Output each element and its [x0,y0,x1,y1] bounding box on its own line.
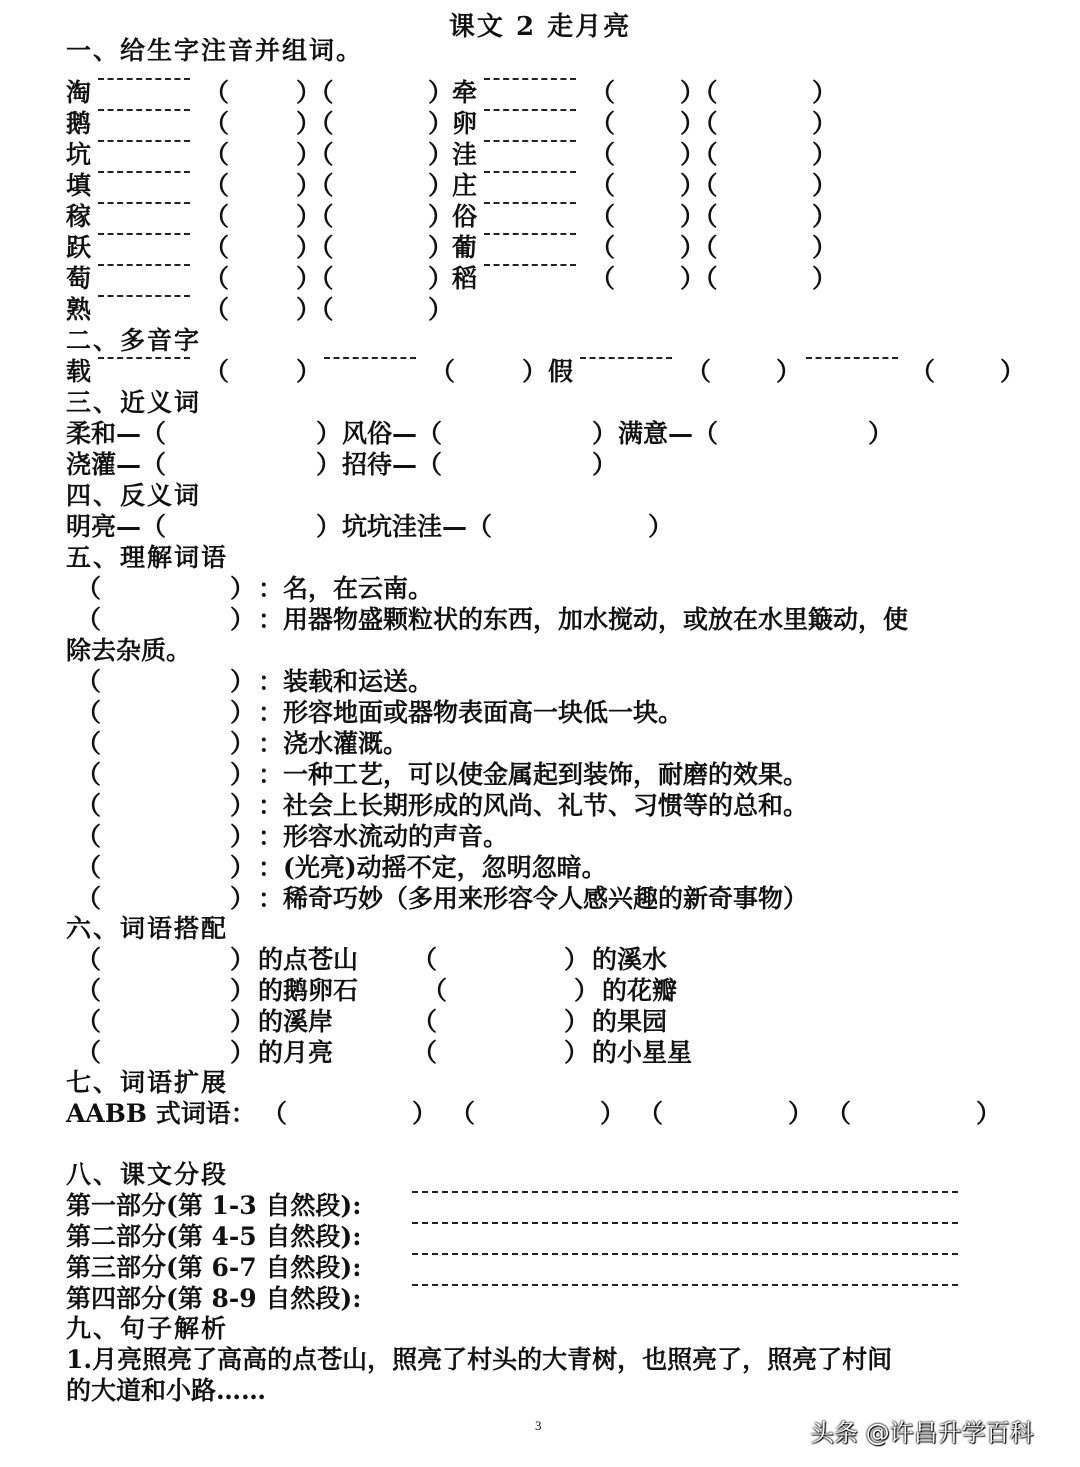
answer-blank [98,171,190,173]
sentence-line: 的大道和小路…… [66,1376,267,1405]
open-paren: （ [204,171,230,200]
close-paren: ） [522,357,548,386]
polyphone-char: 假 [548,357,574,386]
section-9-heading: 九、句子解析 [66,1314,229,1343]
open-paren: （ [686,357,712,386]
close-paren: ） [230,667,256,696]
close-paren: ） [776,357,802,386]
paren-pair: ）（ [680,202,718,231]
close-paren: ） [230,729,256,758]
close-paren: ） [592,419,618,448]
open-paren: （ [590,264,616,293]
paren-pair: ）（ [680,233,718,262]
open-paren: （ [204,295,230,324]
close-paren: ） [428,171,454,200]
open-paren: （ [412,945,438,974]
collocation-left: 的鹅卵石 [258,976,359,1005]
part-answer-blank [412,1284,958,1286]
open-paren: （ [910,357,936,386]
close-paren: ） [574,976,600,1005]
section-6-heading: 六、词语搭配 [66,914,229,943]
answer-blank [98,264,190,266]
paren-pair: ）（ [680,264,718,293]
answer-blank [580,357,672,359]
open-paren: （ [204,357,230,386]
open-paren: （ [590,171,616,200]
open-paren: （ [76,1038,102,1067]
definition-text: ：形容地面或器物表面高一块低一块。 [258,698,684,727]
paren-pair: ）（ [296,140,334,169]
close-paren: ） [230,945,256,974]
collocation-left: 的点苍山 [258,945,359,974]
section-3-heading: 三、近义词 [66,388,202,417]
char-right: 洼 [452,140,478,169]
open-paren: （ [412,1007,438,1036]
answer-blank [484,202,576,204]
close-paren: ） [812,140,838,169]
open-paren: （ [76,698,102,727]
close-paren: ） [812,171,838,200]
paren-pair: ）（ [296,171,334,200]
open-paren: （ [76,1007,102,1036]
close-paren: ） [230,976,256,1005]
section-5-heading: 五、理解词语 [66,543,229,572]
answer-blank [98,233,190,235]
collocation-right: 的溪水 [592,945,668,974]
char-left: 跃 [66,233,92,262]
open-paren: （ [76,976,102,1005]
open-paren: （ [590,109,616,138]
collocation-right: 的果园 [592,1007,668,1036]
close-paren: ） [230,1007,256,1036]
open-paren: （ [76,605,102,634]
part-answer-blank [412,1253,958,1255]
collocation-right: 的小星星 [592,1038,693,1067]
open-paren: （ [204,264,230,293]
definition-text: ：形容水流动的声音。 [258,822,509,851]
paren-pair: ）（ [680,109,718,138]
answer-blank [484,171,576,173]
answer-blank [484,78,576,80]
close-paren: ） [788,1099,814,1128]
close-paren: ） [564,1007,590,1036]
synonym-word: 浇灌—（ [66,450,167,479]
answer-blank [98,202,190,204]
antonym-word: 坑坑洼洼—（ [342,512,493,541]
open-paren: （ [450,1099,476,1128]
char-left: 稼 [66,202,92,231]
section-2-heading: 二、多音字 [66,326,202,355]
close-paren: ） [230,574,256,603]
close-paren: ） [812,233,838,262]
open-paren: （ [76,884,102,913]
open-paren: （ [204,140,230,169]
answer-blank [806,357,898,359]
paren-pair: ）（ [296,109,334,138]
close-paren: ） [812,264,838,293]
char-right: 俗 [452,202,478,231]
definition-text: ：稀奇巧妙（多用来形容令人感兴趣的新奇事物） [258,884,809,913]
char-left: 萄 [66,264,92,293]
close-paren: ） [428,264,454,293]
close-paren: ） [976,1099,1002,1128]
part-label: 第一部分(第 1-3 自然段): [66,1191,362,1220]
polyphone-char: 载 [66,357,92,386]
paren-pair: ）（ [680,78,718,107]
definition-text: ：(光亮)动摇不定，忽明忽暗。 [258,853,607,882]
close-paren: ） [812,202,838,231]
section-7-heading: 七、词语扩展 [66,1068,229,1097]
open-paren: （ [422,976,448,1005]
close-paren: ） [230,760,256,789]
open-paren: （ [262,1099,288,1128]
open-paren: （ [204,202,230,231]
synonym-word: 柔和—（ [66,419,167,448]
collocation-right: 的花瓣 [602,976,678,1005]
paren-pair: ）（ [680,140,718,169]
section-4-heading: 四、反义词 [66,481,202,510]
close-paren: ） [230,822,256,851]
definition-text: ：社会上长期形成的风尚、礼节、习惯等的总和。 [258,791,809,820]
open-paren: （ [826,1099,852,1128]
collocation-left: 的月亮 [258,1038,334,1067]
answer-blank [484,233,576,235]
char-right: 庄 [452,171,478,200]
answer-blank [484,140,576,142]
close-paren: ） [230,853,256,882]
close-paren: ） [428,140,454,169]
paren-pair: ）（ [296,233,334,262]
open-paren: （ [76,945,102,974]
answer-blank [98,78,190,80]
paren-pair: ）（ [296,264,334,293]
close-paren: ） [564,1038,590,1067]
char-right: 牵 [452,78,478,107]
definition-text: ：装载和运送。 [258,667,434,696]
page-title: 课文 2 走月亮 [448,12,632,42]
close-paren: ） [230,884,256,913]
close-paren: ） [412,1099,438,1128]
part-label: 第四部分(第 8-9 自然段): [66,1284,362,1313]
char-left: 坑 [66,140,92,169]
definition-text: ：名，在云南。 [258,574,434,603]
open-paren: （ [430,357,456,386]
close-paren: ） [316,419,342,448]
close-paren: ） [868,419,894,448]
open-paren: （ [76,791,102,820]
open-paren: （ [590,140,616,169]
char-left: 淘 [66,78,92,107]
open-paren: （ [76,729,102,758]
answer-blank [484,264,576,266]
open-paren: （ [638,1099,664,1128]
open-paren: （ [590,202,616,231]
close-paren: ） [230,605,256,634]
synonym-word: 风俗—（ [342,419,443,448]
part-answer-blank [412,1191,958,1193]
open-paren: （ [204,78,230,107]
collocation-left: 的溪岸 [258,1007,334,1036]
close-paren: ） [428,295,454,324]
answer-blank [98,357,190,359]
antonym-word: 明亮—（ [66,512,167,541]
part-label: 第三部分(第 6-7 自然段): [66,1253,362,1282]
answer-blank [98,140,190,142]
close-paren: ） [648,512,674,541]
answer-blank [324,357,416,359]
close-paren: ） [296,357,322,386]
open-paren: （ [590,233,616,262]
open-paren: （ [76,853,102,882]
open-paren: （ [76,574,102,603]
sentence-line: 1.月亮照亮了高高的点苍山，照亮了村头的大青树，也照亮了，照亮了村间 [66,1345,893,1374]
aabb-label: AABB 式词语： [66,1099,256,1128]
open-paren: （ [76,667,102,696]
close-paren: ） [230,698,256,727]
definition-text: ：一种工艺，可以使金属起到装饰，耐磨的效果。 [258,760,809,789]
open-paren: （ [76,760,102,789]
close-paren: ） [230,791,256,820]
answer-blank [98,295,190,297]
open-paren: （ [412,1038,438,1067]
open-paren: （ [204,109,230,138]
part-answer-blank [412,1222,958,1224]
close-paren: ） [564,945,590,974]
answer-blank [98,109,190,111]
close-paren: ） [316,450,342,479]
close-paren: ） [812,78,838,107]
open-paren: （ [76,822,102,851]
section-8-heading: 八、课文分段 [66,1160,229,1189]
close-paren: ） [428,202,454,231]
char-left: 鹅 [66,109,92,138]
definition-text: ：浇水灌溉。 [258,729,409,758]
close-paren: ） [1000,357,1026,386]
close-paren: ） [812,109,838,138]
close-paren: ） [592,450,618,479]
synonym-word: 满意—（ [618,419,719,448]
close-paren: ） [316,512,342,541]
char-right: 葡 [452,233,478,262]
definition-continuation: 除去杂质。 [66,636,192,665]
close-paren: ） [428,233,454,262]
open-paren: （ [204,233,230,262]
char-left: 填 [66,171,92,200]
part-label: 第二部分(第 4-5 自然段): [66,1222,362,1251]
close-paren: ） [230,1038,256,1067]
page-number: 3 [535,1418,542,1433]
paren-pair: ）（ [680,171,718,200]
answer-blank [484,109,576,111]
paren-pair: ）（ [296,78,334,107]
paren-pair: ）（ [296,202,334,231]
char-right: 稻 [452,264,478,293]
close-paren: ） [600,1099,626,1128]
char-right: 卵 [452,109,478,138]
paren-pair: ）（ [296,295,334,324]
close-paren: ） [428,78,454,107]
definition-text: ：用器物盛颗粒状的东西，加水搅动，或放在水里簸动，使 [258,605,909,634]
synonym-word: 招待—（ [342,450,443,479]
section-1-heading: 一、给生字注音并组词。 [66,36,364,65]
open-paren: （ [590,78,616,107]
watermark: 头条 @许昌升学百科 [810,1419,1034,1447]
char-left: 熟 [66,295,92,324]
close-paren: ） [428,109,454,138]
